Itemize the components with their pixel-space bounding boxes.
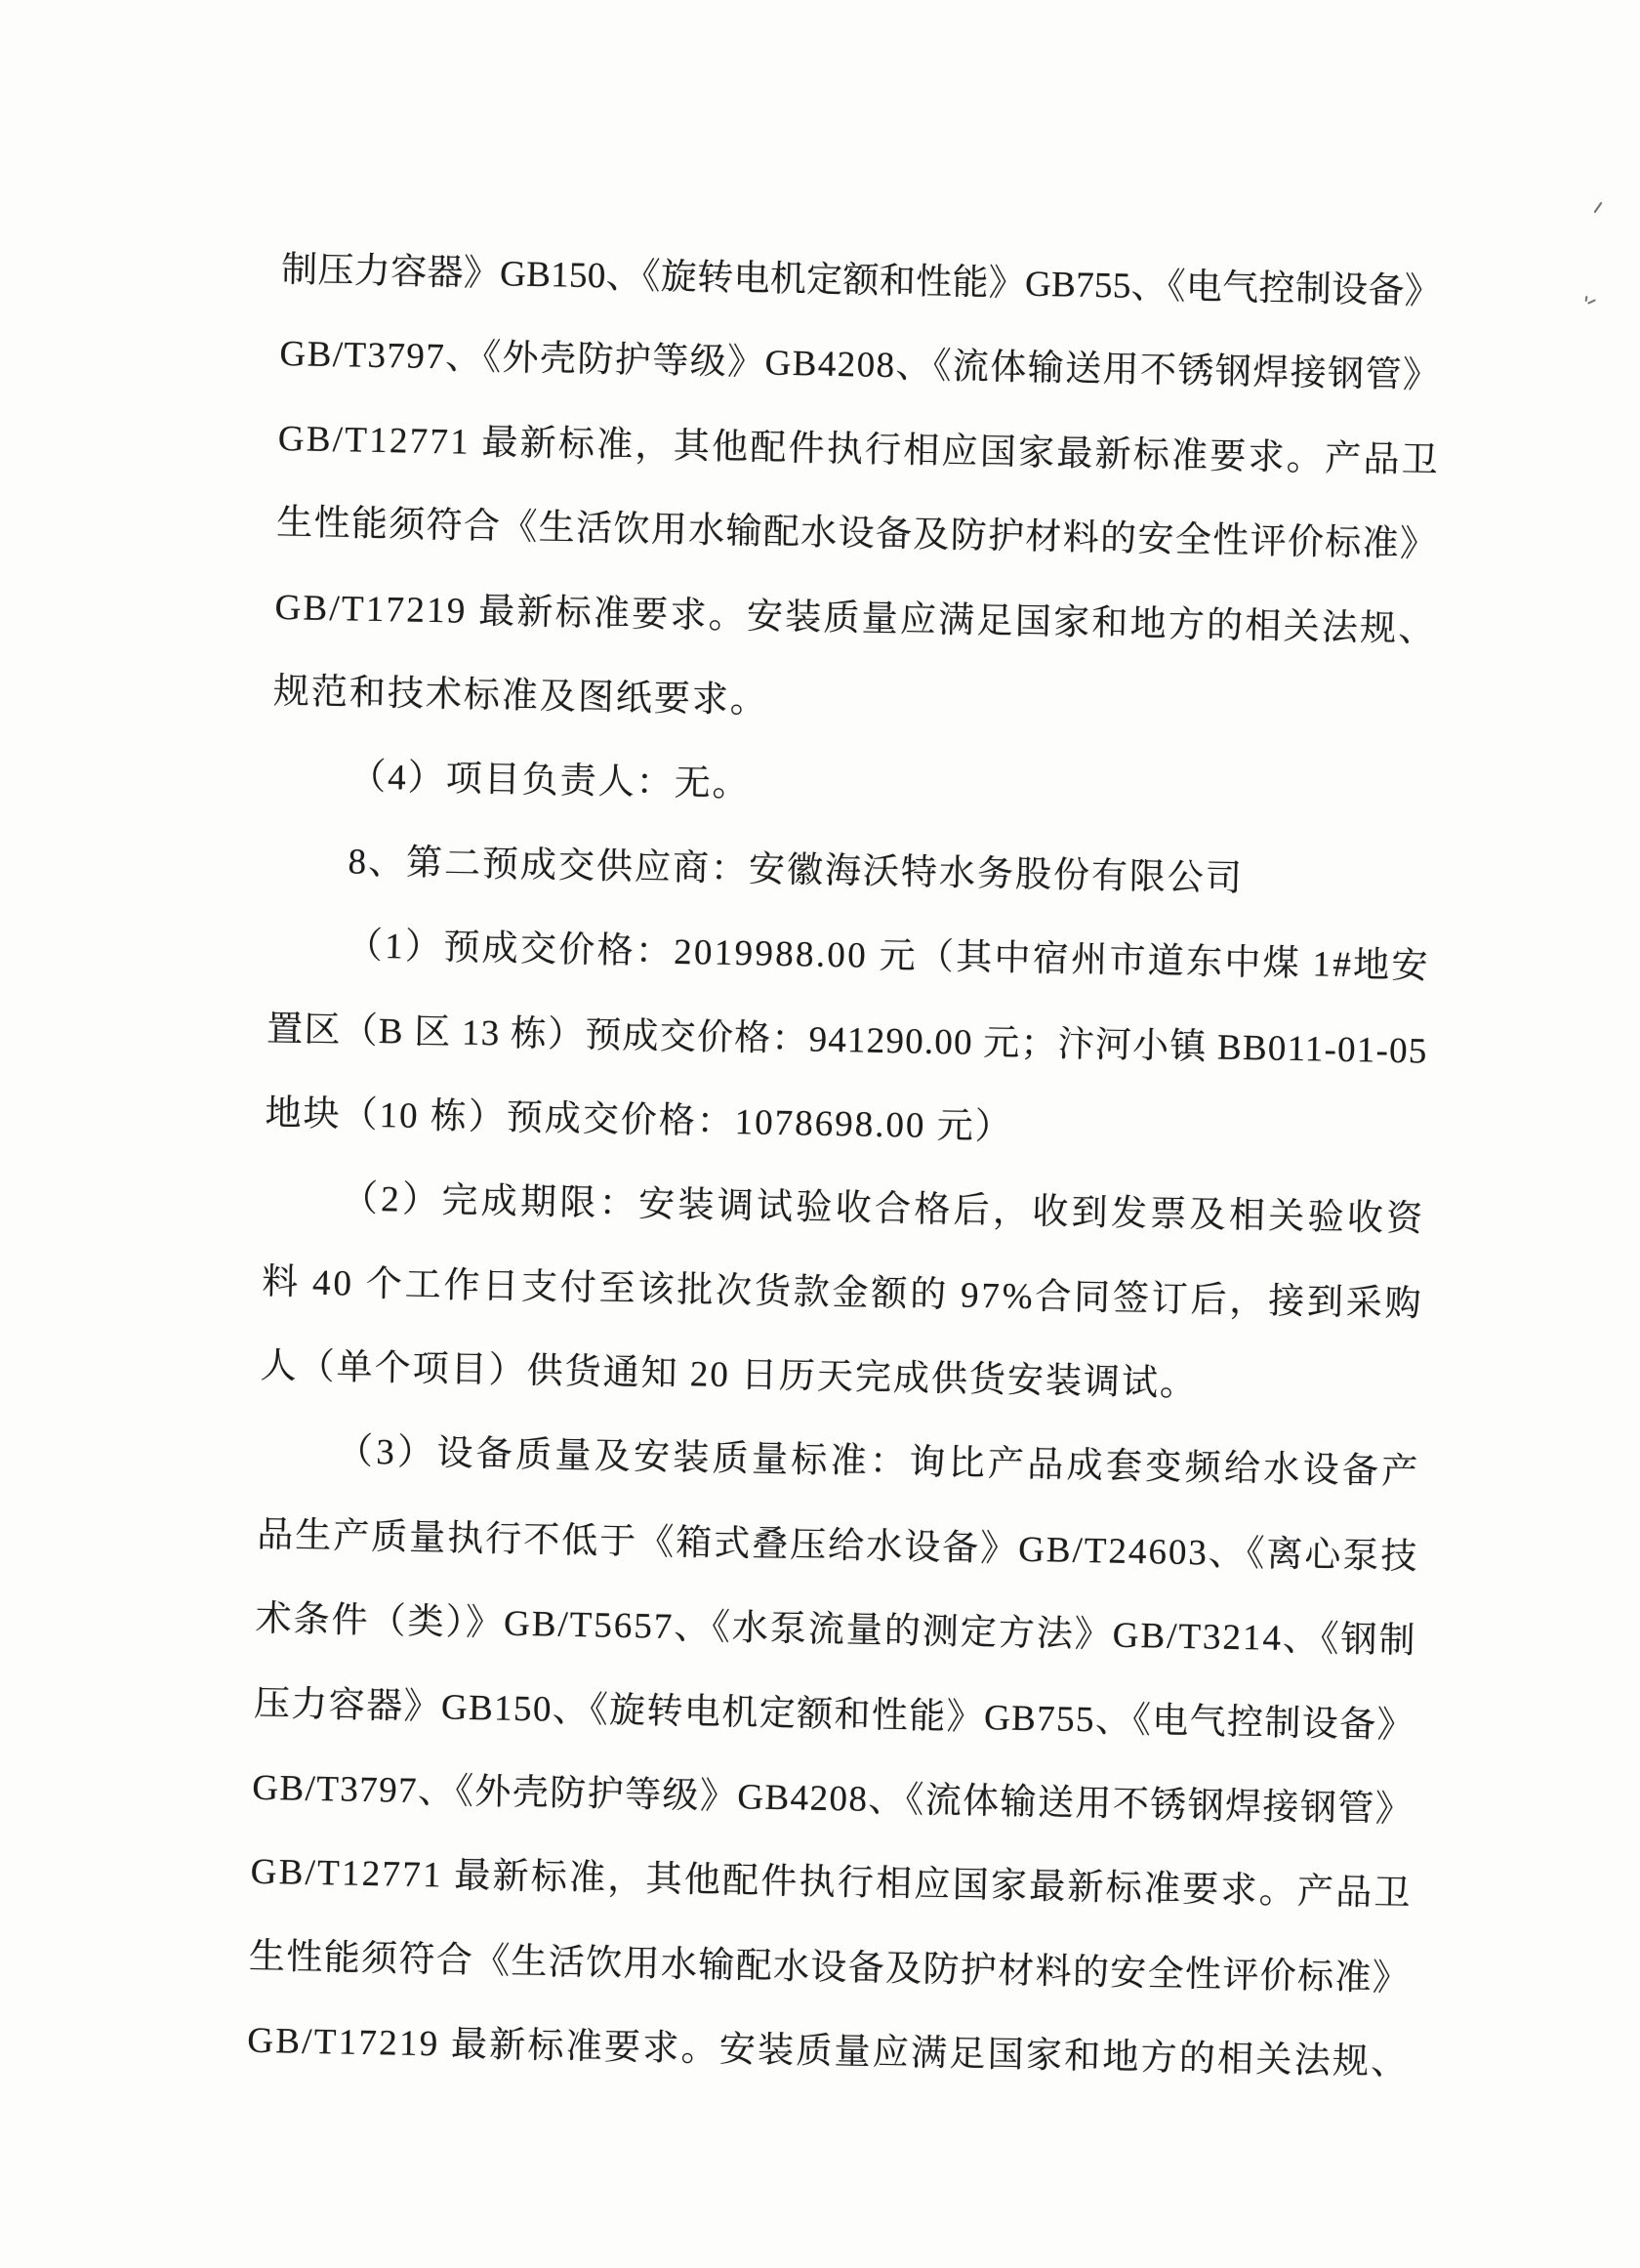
paragraph-price [265, 903, 1429, 1178]
line-text: 料 40 个工作日支付至该批次货款金额的 97%合同签订后，接到采购 [261, 1261, 1424, 1325]
line-text: GB/T17219 最新标准要求。安装质量应满足国家和地方的相关法规、 [274, 587, 1438, 650]
paragraph-continued-standards [272, 228, 1442, 757]
line-text: 术条件（类）》GB/T5657、《水泵流量的测定方法》GB/T3214、《钢制 [255, 1598, 1417, 1662]
line-text: 生性能须符合《生活饮用水输配水设备及防护材料的安全性评价标准》 [275, 503, 1438, 565]
scan-speck [1584, 296, 1587, 302]
line-text: （1）预成交价格：2019988.00 元（其中宿州市道东中煤 1#地安 [346, 926, 1431, 987]
scan-speck [1587, 299, 1596, 305]
line-text: 品生产质量执行不低于《箱式叠压给水设备》GB/T24603、《离心泵技 [256, 1514, 1419, 1578]
line-text: GB/T17219 最新标准要求。安装质量应满足国家和地方的相关法规、 [246, 2020, 1410, 2083]
line-text: 生性能须符合《生活饮用水输配水设备及防护材料的安全性评价标准》 [248, 1936, 1411, 2000]
paragraph-deadline [260, 1156, 1424, 1431]
line-text: 压力容器》GB150、《旋转电机定额和性能》GB755、《电气控制设备》 [253, 1683, 1415, 1747]
paragraph-quality-standard [247, 1409, 1419, 2106]
line-text: GB/T12771 最新标准，其他配件执行相应国家最新标准要求。产品卫 [277, 418, 1441, 481]
line-text: GB/T12771 最新标准，其他配件执行相应国家最新标准要求。产品卫 [250, 1852, 1414, 1915]
line-text: 置区（B 区 13 栋）预成交价格：941290.00 元；汴河小镇 BB011-01-05 [266, 1009, 1428, 1072]
line-text: （3）设备质量及安装质量标准：询比产品成套变频给水设备产 [336, 1431, 1421, 1494]
line-text: GB/T3797、《外壳防护等级》GB4208、《流体输送用不锈钢焊接钢管》 [251, 1767, 1414, 1831]
line-text: 人（单个项目）供货通知 20 日历天完成供货安装调试。 [260, 1345, 1199, 1405]
line-text: 规范和技术标准及图纸要求。 [272, 671, 769, 722]
line-text: （2）完成期限：安装调试验收合格后，收到发票及相关验收资 [341, 1178, 1426, 1240]
line-text: 制压力容器》GB150、《旋转电机定额和性能》GB755、《电气控制设备》 [280, 249, 1442, 312]
line-text: 地块（10 栋）预成交价格：1078698.00 元） [265, 1093, 1014, 1148]
scan-speck [1593, 202, 1602, 214]
line-text: GB/T3797、《外壳防护等级》GB4208、《流体输送用不锈钢焊接钢管》 [279, 334, 1441, 397]
line-text: （4）项目负责人：无。 [348, 757, 752, 805]
document-body [247, 228, 1442, 2106]
line-text: 8、第二预成交供应商：安徽海沃特水务股份有限公司 [348, 842, 1245, 899]
